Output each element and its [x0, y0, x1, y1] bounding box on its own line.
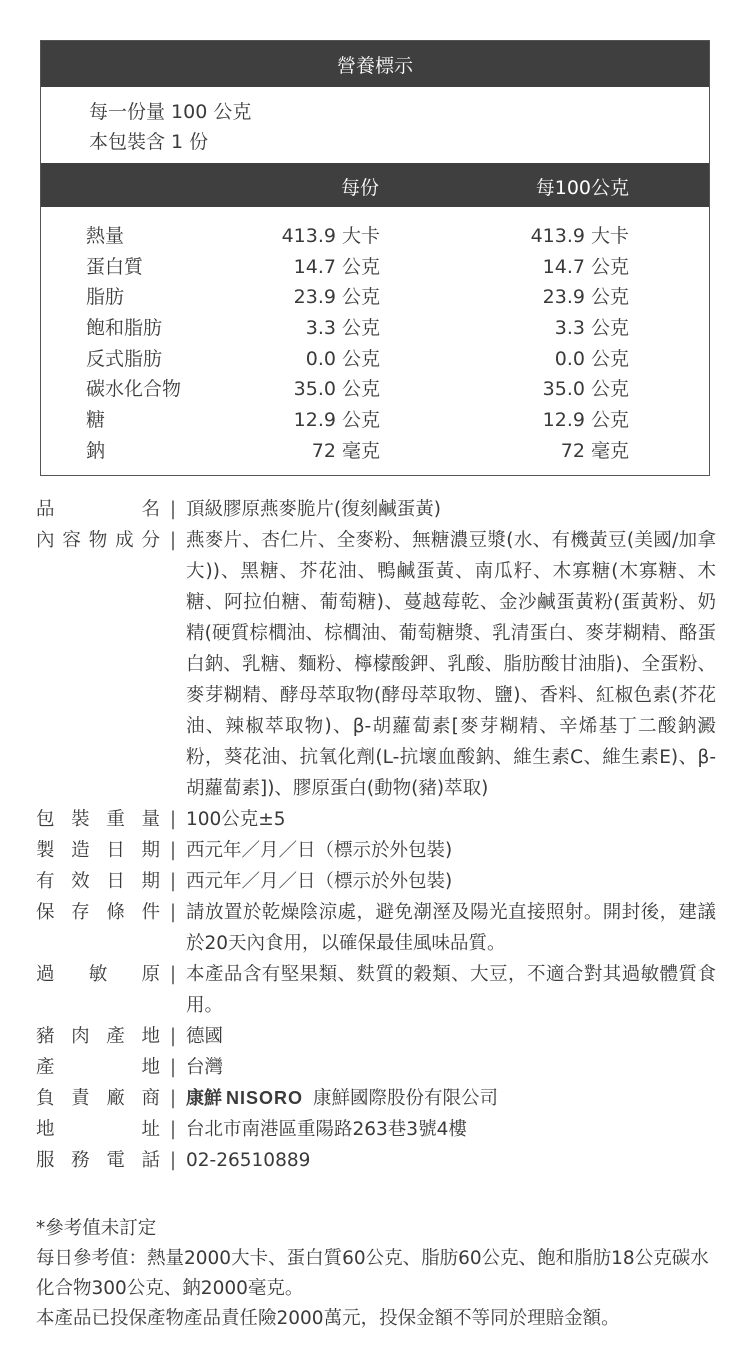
info-label	[36, 804, 160, 835]
label-char: 內	[36, 530, 55, 551]
info-label	[36, 525, 160, 804]
label-char: 保	[36, 902, 55, 923]
label-char: 件	[141, 902, 160, 923]
label-char: 名	[141, 499, 160, 520]
allergen-value: 本產品含有堅果類、麩質的穀類、大豆，不適合對其過敏體質食用。	[186, 964, 716, 1016]
per-100g-value: 35.0 公克	[542, 378, 629, 401]
label-char: 務	[71, 1150, 90, 1171]
separator: |	[169, 1088, 177, 1109]
separator: |	[169, 1119, 177, 1140]
per-100g-value: 413.9 大卡	[530, 225, 629, 247]
per-serving-value: 12.9 公克	[293, 409, 380, 432]
info-row-product-name	[36, 494, 716, 525]
nutrient-name: 蛋白質	[86, 255, 144, 278]
info-row-manufacturer	[36, 1083, 716, 1114]
label-char: 分	[141, 530, 160, 551]
label-char: 日	[106, 871, 125, 892]
nutrition-facts-table	[40, 40, 710, 476]
nutrition-row	[41, 403, 709, 434]
separator: |	[169, 1057, 177, 1078]
phone-value: 02-26510889	[186, 1150, 311, 1171]
info-label	[36, 1021, 160, 1052]
col-per-100g: 每100公克	[535, 177, 629, 199]
nutrient-name: 脂肪	[86, 286, 125, 309]
per-100g-value: 72 毫克	[560, 439, 629, 462]
label-char: 豬	[36, 1026, 55, 1047]
info-label	[36, 866, 160, 897]
info-label	[36, 494, 160, 525]
label-char: 製	[36, 840, 55, 861]
separator: |	[169, 871, 177, 892]
info-label	[36, 897, 160, 959]
per-serving-value: 14.7 公克	[293, 255, 380, 278]
per-serving-value: 35.0 公克	[293, 378, 380, 401]
per-serving-value: 413.9 大卡	[281, 225, 380, 247]
per-100g-value: 23.9 公克	[542, 286, 629, 309]
label-char: 肉	[71, 1026, 90, 1047]
info-row-origin	[36, 1052, 716, 1083]
per-100g-value: 14.7 公克	[542, 255, 629, 278]
label-char: 過	[36, 964, 55, 985]
nutrition-row	[41, 219, 709, 250]
mfg-date-value: 西元年／月／日（標示於外包裝)	[186, 840, 453, 861]
label-char: 期	[141, 871, 160, 892]
label-char: 電	[106, 1150, 125, 1171]
daily-values-note: 每日參考值：熱量2000大卡、蛋白質60公克、脂肪60公克、飽和脂肪18公克碳水化合物300公克、鈉2000毫克。	[36, 1248, 709, 1299]
info-row-pork-origin	[36, 1021, 716, 1052]
info-label	[36, 1083, 160, 1114]
info-row-exp-date	[36, 866, 716, 897]
brand-logo-en: NISORO	[226, 1088, 304, 1108]
nutrition-row	[41, 280, 709, 311]
label-char: 期	[141, 840, 160, 861]
manufacturer-value	[186, 1083, 716, 1114]
label-char: 地	[36, 1119, 55, 1140]
per-100g-value: 3.3 公克	[554, 317, 629, 340]
info-label	[36, 959, 160, 1021]
label-char: 產	[36, 1057, 55, 1078]
per-serving-value: 0.0 公克	[305, 347, 380, 370]
info-label	[36, 1145, 160, 1176]
info-row-ingredients	[36, 525, 716, 804]
label-char: 址	[141, 1119, 160, 1140]
label-char: 存	[71, 902, 90, 923]
serving-size: 每一份量 100 公克	[89, 101, 252, 123]
nutrition-row	[41, 434, 709, 465]
info-row-weight	[36, 804, 716, 835]
label-char: 廠	[106, 1088, 125, 1109]
label-char: 日	[106, 840, 125, 861]
brand-logo-cn: 康鮮	[186, 1088, 222, 1109]
separator: |	[169, 964, 177, 985]
footnotes	[36, 1214, 716, 1334]
exp-date-value: 西元年／月／日（標示於外包裝)	[186, 871, 453, 892]
nutrient-name: 反式脂肪	[86, 347, 163, 370]
label-char: 物	[88, 530, 108, 551]
label-char: 效	[71, 871, 90, 892]
product-name-value: 頂級膠原燕麥脆片(復刻鹹蛋黃)	[186, 499, 441, 520]
separator: |	[169, 902, 177, 923]
info-row-allergen	[36, 959, 716, 1021]
info-label	[36, 1114, 160, 1145]
nutrient-name: 熱量	[86, 225, 125, 247]
origin-value: 台灣	[186, 1057, 224, 1078]
label-char: 包	[36, 809, 55, 830]
info-row-phone	[36, 1145, 716, 1176]
address-value: 台北市南港區重陽路263巷3號4樓	[186, 1119, 467, 1140]
nutrition-column-header	[41, 163, 709, 207]
label-char: 原	[141, 964, 160, 985]
separator: |	[169, 1026, 177, 1047]
label-char: 商	[141, 1088, 160, 1109]
nutrient-name: 糖	[86, 409, 106, 432]
reference-note: *參考值未訂定	[36, 1218, 157, 1239]
label-char: 服	[36, 1150, 55, 1171]
info-label	[36, 1052, 160, 1083]
label-char: 量	[141, 809, 160, 830]
storage-value: 請放置於乾燥陰涼處，避免潮溼及陽光直接照射。開封後，建議於20天內食用，以確保最佳風味品質。	[186, 902, 716, 954]
nutrition-row	[41, 372, 709, 403]
label-char: 裝	[71, 809, 90, 830]
per-100g-value: 0.0 公克	[554, 347, 629, 370]
label-char: 地	[141, 1057, 160, 1078]
separator: |	[169, 809, 177, 830]
separator: |	[169, 840, 177, 861]
ingredients-value: 燕麥片、杏仁片、全麥粉、無糖濃豆漿(水、有機黃豆(美國/加拿大))、黑糖、芥花油、鴨鹹蛋黃、南瓜籽、木寡糖(木寡糖、木糖、阿拉伯糖、葡萄糖)、蔓越莓乾、金沙鹹蛋黃粉(蛋黃粉、奶精(硬質棕櫚油、棕櫚油、葡萄糖漿、乳清蛋白、麥芽糊精、酪蛋白鈉、乳糖、麵粉、檸檬酸鉀、乳酸、脂肪酸甘油脂)、全蛋粉、麥芽糊精、酵母萃取物(酵母萃取物、鹽)、香料、紅椒色素(芥花油、辣椒萃取物)、β-胡蘿蔔素[麥芽糊精、辛烯基丁二酸鈉澱粉，葵花油、抗氧化劑(L-抗壞血酸鈉、維生素C、維生素E)、β-胡蘿蔔素])、膠原蛋白(動物(豬)萃取)	[186, 530, 716, 799]
nutrient-name: 鈉	[86, 439, 106, 462]
servings-per-pack: 本包裝含 1 份	[89, 131, 209, 153]
label-char: 負	[36, 1088, 55, 1109]
separator: |	[169, 530, 177, 551]
label-char: 造	[71, 840, 90, 861]
col-per-serving: 每份	[340, 177, 379, 199]
label-char: 成	[115, 530, 134, 551]
label-char: 敏	[88, 964, 108, 985]
nutrition-row	[41, 311, 709, 342]
info-row-mfg-date	[36, 835, 716, 866]
product-info-list	[36, 494, 716, 1176]
per-100g-value: 12.9 公克	[542, 409, 629, 432]
nutrition-row	[41, 250, 709, 281]
info-label	[36, 835, 160, 866]
per-serving-value: 3.3 公克	[305, 317, 380, 340]
nutrient-name: 碳水化合物	[86, 378, 182, 401]
per-serving-value: 72 毫克	[311, 439, 380, 462]
nutrition-title: 營養標示	[41, 41, 709, 87]
per-serving-value: 23.9 公克	[293, 286, 380, 309]
brand-logo	[186, 1083, 303, 1114]
separator: |	[169, 499, 177, 520]
label-char: 地	[141, 1026, 160, 1047]
label-char: 條	[106, 902, 125, 923]
nutrition-rows	[41, 207, 709, 465]
info-row-storage	[36, 897, 716, 959]
serving-info	[41, 87, 709, 163]
info-row-address	[36, 1114, 716, 1145]
separator: |	[169, 1150, 177, 1171]
label-char: 品	[36, 499, 55, 520]
label-char: 責	[71, 1088, 90, 1109]
label-char: 容	[62, 530, 81, 551]
nutrient-name: 飽和脂肪	[86, 317, 163, 340]
label-char: 有	[36, 871, 55, 892]
label-char: 重	[106, 809, 125, 830]
weight-value: 100公克±5	[186, 809, 286, 830]
label-char: 產	[106, 1026, 125, 1047]
label-char: 話	[141, 1150, 160, 1171]
pork-origin-value: 德國	[186, 1026, 224, 1047]
nutrition-row	[41, 342, 709, 373]
insurance-note: 本產品已投保產物產品責任險2000萬元，投保金額不等同於理賠金額。	[36, 1308, 620, 1329]
manufacturer-name: 康鮮國際股份有限公司	[313, 1088, 499, 1109]
